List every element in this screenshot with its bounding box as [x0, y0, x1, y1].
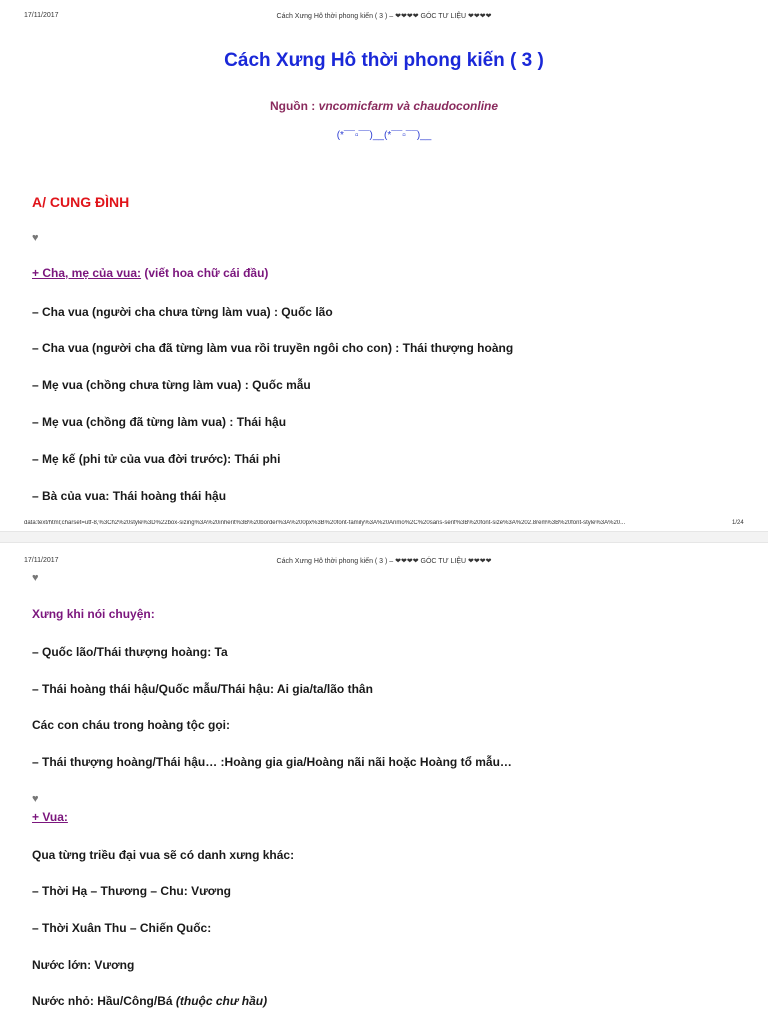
list-item: Nước lớn: Vương	[32, 958, 135, 972]
header-title: Cách Xưng Hô thời phong kiến ( 3 ) – ❤❤❤❤ GÓC TƯ LIỆU ❤❤❤❤	[276, 558, 492, 565]
list-item: Qua từng triều đại vua sẽ có danh xưng khác:	[32, 848, 295, 862]
list-item: – Mẹ kế (phi tử của vua đời trước): Thái phi	[32, 452, 281, 466]
heart-icon: ♥	[32, 572, 39, 584]
header-date: 17/11/2017	[24, 557, 59, 564]
sub-heading-king	[32, 810, 68, 824]
header-title: Cách Xưng Hô thời phong kiến ( 3 ) – ❤❤❤❤ GÓC TƯ LIỆU ❤❤❤❤	[276, 13, 492, 20]
footer-page-number: 1/24	[732, 520, 744, 526]
source-line	[0, 99, 768, 113]
list-item: – Quốc lão/Thái thượng hoàng: Ta	[32, 645, 228, 659]
section-heading: A/ CUNG ĐÌNH	[32, 194, 130, 210]
page-divider	[0, 531, 768, 543]
sub-heading-parents	[32, 266, 268, 280]
source-value: vncomicfarm và chaudoconline	[318, 99, 499, 113]
footer-url: data:text/html;charset=utf-8,%3Ch2%20style%3D%22box-sizing%3A%20inherit%3B%20border%3A%200px%3B%20font-family%3A%20Arimo%2C%20sans-serif%3B%20font-size%3A%202.8rem%3B%20font-style%3A%20...	[24, 520, 626, 526]
header-date: 17/11/2017	[24, 12, 59, 19]
list-item: – Thái thượng hoàng/Thái hậu… :Hoàng gia gia/Hoàng nãi nãi hoặc Hoàng tổ mẫu…	[32, 755, 512, 769]
list-item: – Thái hoàng thái hậu/Quốc mẫu/Thái hậu: Ai gia/ta/lão thân	[32, 682, 373, 696]
list-item-note: (thuộc chư hầu)	[175, 994, 268, 1008]
list-item: – Thời Hạ – Thương – Chu: Vương	[32, 884, 231, 898]
list-item	[32, 994, 267, 1008]
list-item-text: Nước nhỏ: Hầu/Công/Bá	[32, 994, 176, 1008]
sub-heading-link[interactable]: + Cha, mẹ của vua:	[32, 266, 142, 280]
list-item: – Cha vua (người cha đã từng làm vua rồi truyền ngôi cho con) : Thái thượng hoàng	[32, 341, 514, 355]
list-item: – Cha vua (người cha chưa từng làm vua) : Quốc lão	[32, 305, 333, 319]
emoticon-line: (*¯¯▫¯¯)__(*¯¯▫¯¯)__	[336, 130, 432, 141]
sub-heading-link[interactable]: + Vua:	[32, 810, 68, 824]
page-title: Cách Xưng Hô thời phong kiến ( 3 )	[224, 50, 544, 71]
sub-heading-speaking: Xưng khi nói chuyện:	[32, 607, 155, 621]
source-label: Nguồn :	[269, 99, 316, 113]
list-item: – Thời Xuân Thu – Chiến Quốc:	[32, 921, 212, 935]
heart-icon: ♥	[32, 232, 39, 244]
list-item: – Bà của vua: Thái hoàng thái hậu	[32, 489, 227, 503]
list-item: Các con cháu trong hoàng tộc gọi:	[32, 718, 230, 732]
heart-icon: ♥	[32, 793, 39, 805]
sub-heading-note: (viết hoa chữ cái đầu)	[141, 266, 269, 280]
list-item: – Mẹ vua (chồng đã từng làm vua) : Thái hậu	[32, 415, 287, 429]
list-item: – Mẹ vua (chồng chưa từng làm vua) : Quốc mẫu	[32, 378, 311, 392]
